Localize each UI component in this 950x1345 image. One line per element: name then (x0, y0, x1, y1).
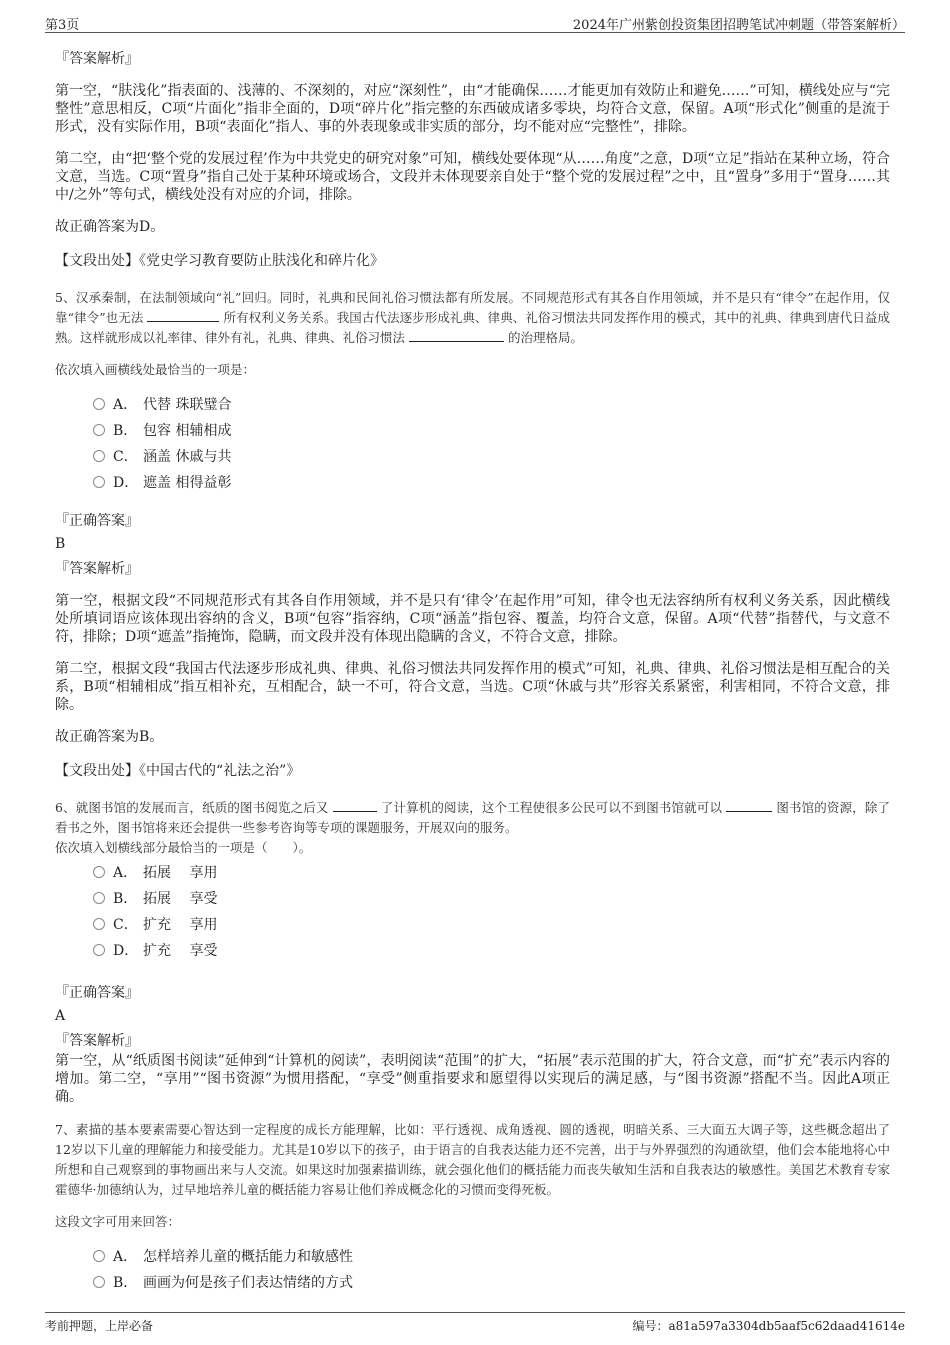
radio-icon[interactable] (93, 424, 105, 436)
option-a[interactable]: A． 怎样培养儿童的概括能力和敏感性 (93, 1244, 890, 1270)
source-citation: 【文段出处】《党史学习教育要防止肤浅化和碎片化》 (55, 253, 384, 269)
analysis-paragraph: 第一空，从“纸质图书阅读”延伸到“计算机的阅读”，表明阅读“范围”的扩大，“拓展”表示范围的扩大，符合文意，而“扩充”表示内容的增加。第二空，“享用”“图书资源”为惯用搭配，“享受”侧重指要求和愿望得以实现后的满足感，与“图书资源”搭配不当。因此A项正确。 (55, 1053, 890, 1105)
source-citation: 【文段出处】《中国古代的“礼法之治”》 (55, 763, 301, 779)
radio-icon[interactable] (93, 944, 105, 956)
option-c[interactable]: C． 涵盖 休戚与共 (93, 444, 890, 470)
fill-blank (409, 329, 504, 342)
option-c[interactable]: C． 扩充 享用 (93, 912, 890, 938)
footer-slogan: 考前押题，上岸必备 (45, 1319, 154, 1333)
fill-blank (726, 799, 772, 812)
page-number: 第3页 (45, 18, 80, 33)
radio-icon[interactable] (93, 892, 105, 904)
analysis-tag: 『答案解析』 (55, 561, 139, 577)
question-prompt: 依次填入划横线部分最恰当的一项是（ ）。 (55, 840, 312, 855)
radio-icon[interactable] (93, 1250, 105, 1262)
option-b[interactable]: B． 拓展 享受 (93, 886, 890, 912)
radio-icon[interactable] (93, 398, 105, 410)
fill-blank (147, 309, 219, 322)
analysis-paragraph: 第一空，“肤浅化”指表面的、浅薄的、不深刻的，对应“深刻性”，由“才能确保……才能更加有效防止和避免……”可知，横线处应与“完整性”意思相反，C项“片面化”指非全面的，D项“碎片化”指完整的东西破成诸多零块，均符合文意，保留。A项“形式化”侧重的是流于形式，没有实际作用，B项“表面化”指人、事的外表现象或非实质的部分，均不能对应“完整性”，排除。 (55, 83, 890, 135)
options-list (93, 392, 890, 496)
question-7-stem: 7、素描的基本要素需要心智达到一定程度的成长方能理解，比如：平行透视、成角透视、圆的透视，明暗关系、三大面五大调子等，这些概念超出了12岁以下儿童的理解能力和接受能力。尤其是10岁以下的孩子，由于语言的自我表达能力还不完善，出于与外界强烈的沟通欲望，他们会本能地将心中所想和自己观察到的事物画出来与人交流。如果这时加强素描训练，就会强化他们的概括能力而丧失敏知生活和自我表达的敏感性。美国艺术教育专家霍德华·加德纳认为，过早地培养儿童的概括能力容易让他们养成概念化的习惯而变得死板。 (55, 1122, 890, 1197)
analysis-tag: 『答案解析』 (55, 1033, 139, 1049)
correct-answer: A (55, 1008, 66, 1024)
radio-icon[interactable] (93, 450, 105, 462)
page-footer (45, 1312, 905, 1336)
options-list (93, 860, 890, 964)
document-title: 2024年广州紫创投资集团招聘笔试冲刺题（带答案解析） (572, 18, 905, 33)
document-code: 编号：a81a597a3304db5aaf5c62daad41614e (632, 1319, 905, 1333)
question-prompt: 这段文字可用来回答： (55, 1214, 181, 1229)
options-list (93, 1244, 890, 1296)
option-d[interactable]: D． 遮盖 相得益彰 (93, 470, 890, 496)
analysis-paragraph: 第二空，由“把‘整个党的发展过程’作为中共党史的研究对象”可知，横线处要体现“从……角度”之意，D项“立足”指站在某种立场，符合文意，当选。C项“置身”指自己处于某种环境或场合，文段并未体现要亲自处于“整个党的发展过程”之中，且“置身”多用于“置身……其中/之外”等句式，横线处没有对应的介词，排除。 (55, 151, 890, 203)
page-content (55, 44, 890, 1310)
option-b[interactable]: B． 画画为何是孩子们表达情绪的方式 (93, 1270, 890, 1296)
option-a[interactable]: A． 代替 珠联璧合 (93, 392, 890, 418)
radio-icon[interactable] (93, 1276, 105, 1288)
option-d[interactable]: D． 扩充 享受 (93, 938, 890, 964)
radio-icon[interactable] (93, 918, 105, 930)
question-prompt: 依次填入画横线处最恰当的一项是： (55, 362, 256, 377)
correct-answer-tag: 『正确答案』 (55, 513, 139, 529)
question-5-stem: 5、汉承秦制，在法制领域向“礼”回归。同时，礼典和民间礼俗习惯法都有所发展。不同规范形式有其各自作用领域，并不是只有“律令”在起作用，仅靠“律令”也无法 所有权利义务关系。我国古代法逐步形成礼典、律典、礼俗习惯法共同发挥作用的模式，其中的礼典、律典到唐代日益成熟。这样就形成以礼率律、律外有礼，礼典、律典、礼俗习惯法 的治理格局。 (55, 290, 891, 345)
radio-icon[interactable] (93, 476, 105, 488)
page-header (45, 12, 905, 33)
analysis-paragraph: 第二空，根据文段“我国古代法逐步形成礼典、律典、礼俗习惯法共同发挥作用的模式”可知，礼典、律典、礼俗习惯法是相互配合的关系，B项“相辅相成”指互相补充，互相配合，缺一不可，符合文意，当选。C项“休戚与共”形容关系紧密，利害相同，不符合文意，排除。 (55, 661, 890, 713)
analysis-tag: 『答案解析』 (55, 51, 139, 67)
question-6-stem: 6、就图书馆的发展而言，纸质的图书阅览之后又 了计算机的阅读，这个工程使很多公民可以不到图书馆就可以 图书馆的资源，除了看书之外，图书馆将来还会提供一些参考咨询等专项的课题服务，开展双向的服务。 (55, 800, 890, 835)
analysis-paragraph: 第一空，根据文段“不同规范形式有其各自作用领域，并不是只有‘律令’在起作用”可知，律令也无法容纳所有权利义务关系，因此横线处所填词语应该体现出容纳的含义，B项“包容”指容纳，C项“涵盖”指包容、覆盖，均符合文意，保留。A项“代替”指替代，与文意不符，排除；D项“遮盖”指掩饰，隐瞒，而文段并没有体现出隐瞒的含义，不符合文意，排除。 (55, 593, 890, 645)
radio-icon[interactable] (93, 866, 105, 878)
option-a[interactable]: A． 拓展 享用 (93, 860, 890, 886)
correct-answer: B (55, 536, 66, 552)
analysis-conclusion: 故正确答案为D。 (55, 219, 165, 235)
fill-blank (333, 799, 377, 812)
correct-answer-tag: 『正确答案』 (55, 985, 139, 1001)
analysis-conclusion: 故正确答案为B。 (55, 729, 164, 745)
option-b[interactable]: B． 包容 相辅相成 (93, 418, 890, 444)
